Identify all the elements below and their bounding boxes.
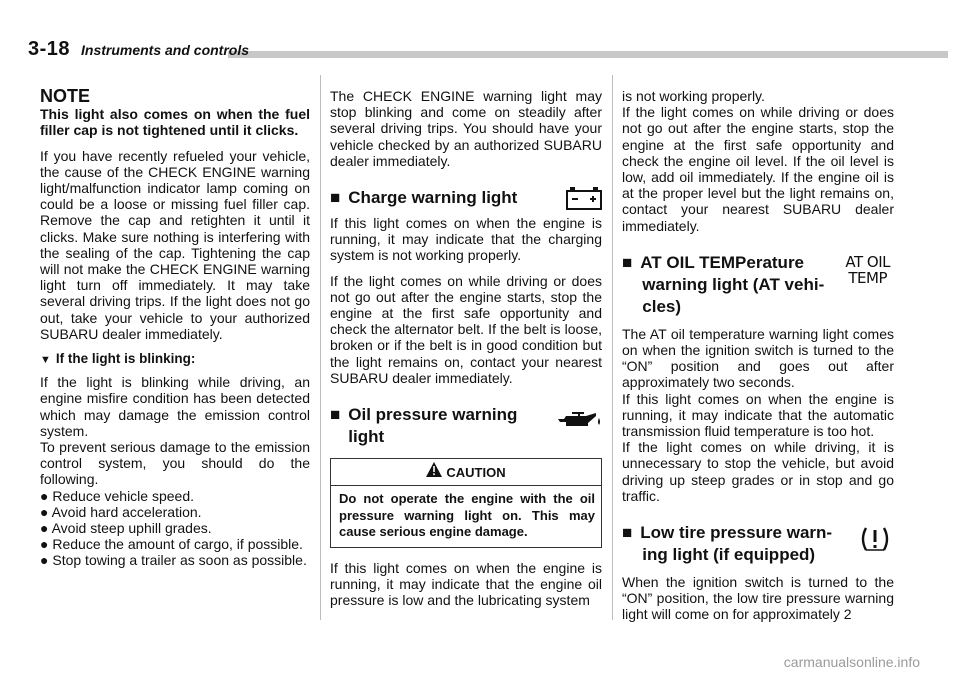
caution-header <box>331 459 601 486</box>
blinking-paragraph: If the light is blinking while driving, an engine misfire condition has been detected which may damage the emission control system. <box>40 374 310 439</box>
blinking-subheading: ▼ If the light is blinking: <box>40 351 196 367</box>
list-item: ● Reduce vehicle speed. <box>40 487 195 504</box>
oil-pressure-heading: ■ Oil pressure warning light <box>330 404 602 448</box>
caution-text: Do not operate the engine with the oil pressure warning light on. This may cause serious engine damage. <box>339 491 595 540</box>
tire-pressure-heading: ■ Low tire pressure warn- ing light (if equipped) <box>622 522 894 566</box>
oil-can-icon <box>556 410 602 437</box>
tire-pressure-icon <box>858 526 892 557</box>
at-oil-paragraph-1: The AT oil temperature warning light comes on when the ignition switch is turned to the “ON” position and goes out after approximately two seconds. <box>622 325 894 391</box>
page-number: 3-18 <box>28 38 71 60</box>
tire-paragraph: When the ignition switch is turned to the “ON” position, the low tire pressure warning light will come on for approximately 2 <box>622 574 894 623</box>
battery-icon <box>566 187 602 216</box>
charge-heading: ■ Charge warning light <box>330 187 602 209</box>
triangle-down-icon: ▼ <box>40 354 51 367</box>
oil-level-paragraph: If the light comes on while driving or does not go out after the engine starts, stop the engine at the first safe opportunity and check the engine oil level. If the oil level is low, add oil immediately. If the engine oil is at the proper level but the light remains on, contact your nearest SUBARU dealer immediately. <box>622 104 894 234</box>
at-oil-temp-icon: AT OIL TEMP <box>845 252 890 287</box>
caution-label: CAUTION <box>446 464 506 480</box>
note-body: This light also comes on when the fuel filler cap is not tightened until it clicks. <box>40 106 310 139</box>
list-item: ● Stop towing a trailer as soon as possible. <box>40 552 307 569</box>
at-oil-paragraph-3: If the light comes on while driving, it is unnecessary to stop the vehicle, but avoid driving up steep grades or in stop and go traffic. <box>622 439 894 504</box>
column-right <box>622 88 894 623</box>
column-middle <box>330 88 602 608</box>
list-item: ● Reduce the amount of cargo, if possible. <box>40 536 303 553</box>
column-left <box>40 88 310 569</box>
blinking-stop-paragraph: The CHECK ENGINE warning light may stop blinking and come on steadily after several driving trips. You should have your vehicle checked by an authorized SUBARU dealer immediately. <box>330 88 602 169</box>
continued-paragraph: is not working properly. <box>622 88 765 104</box>
charge-paragraph-2: If the light comes on while driving or does not go out after the engine starts, stop the engine at the first safe opportunity and check the alternator belt. If the belt is loose, broken or if the belt is in good condition but the light remains on, contact your nearest SUBARU dealer immediately. <box>330 272 602 386</box>
prevent-paragraph: To prevent serious damage to the emission control system, you should do the following. <box>40 439 310 488</box>
watermark: carmanualsonline.info <box>783 654 920 670</box>
note-title: NOTE <box>40 86 91 106</box>
column-divider <box>612 75 613 620</box>
caution-box <box>330 458 602 548</box>
page-header <box>28 38 948 60</box>
header-rule <box>228 51 948 58</box>
refuel-paragraph: If you have recently refueled your vehicle, the cause of the CHECK ENGINE warning light/malfunction indicator lamp coming on could be a loose or missing fuel filler cap. Remove the cap and retighten it until it clicks. Make sure nothing is interfering with the sealing of the cap. Tightening the cap will not make the CHECK ENGINE warning light turn off immediately. It may take several driving trips. If the light does not go out, take your vehicle to your authorized SUBARU dealer immediately. <box>40 147 310 342</box>
column-divider <box>320 75 321 620</box>
warning-triangle-icon <box>426 462 442 482</box>
at-oil-temp-heading: ■ AT OIL TEMPerature warning light (AT vehi- cles) AT OIL TEMP <box>622 252 890 316</box>
list-item: ● Avoid steep uphill grades. <box>40 520 212 537</box>
charge-paragraph-1: If this light comes on when the engine is running, it may indicate that the charging system is not working properly. <box>330 215 602 264</box>
list-item: ● Avoid hard acceleration. <box>40 503 202 520</box>
section-title: Instruments and controls <box>81 42 250 58</box>
oil-paragraph: If this light comes on when the engine is running, it may indicate that the engine oil pressure is low and the lubricating system <box>330 559 602 608</box>
at-oil-paragraph-2: If this light comes on when the engine is running, it may indicate that the automatic transmission fluid temperature is too hot. <box>622 390 894 440</box>
